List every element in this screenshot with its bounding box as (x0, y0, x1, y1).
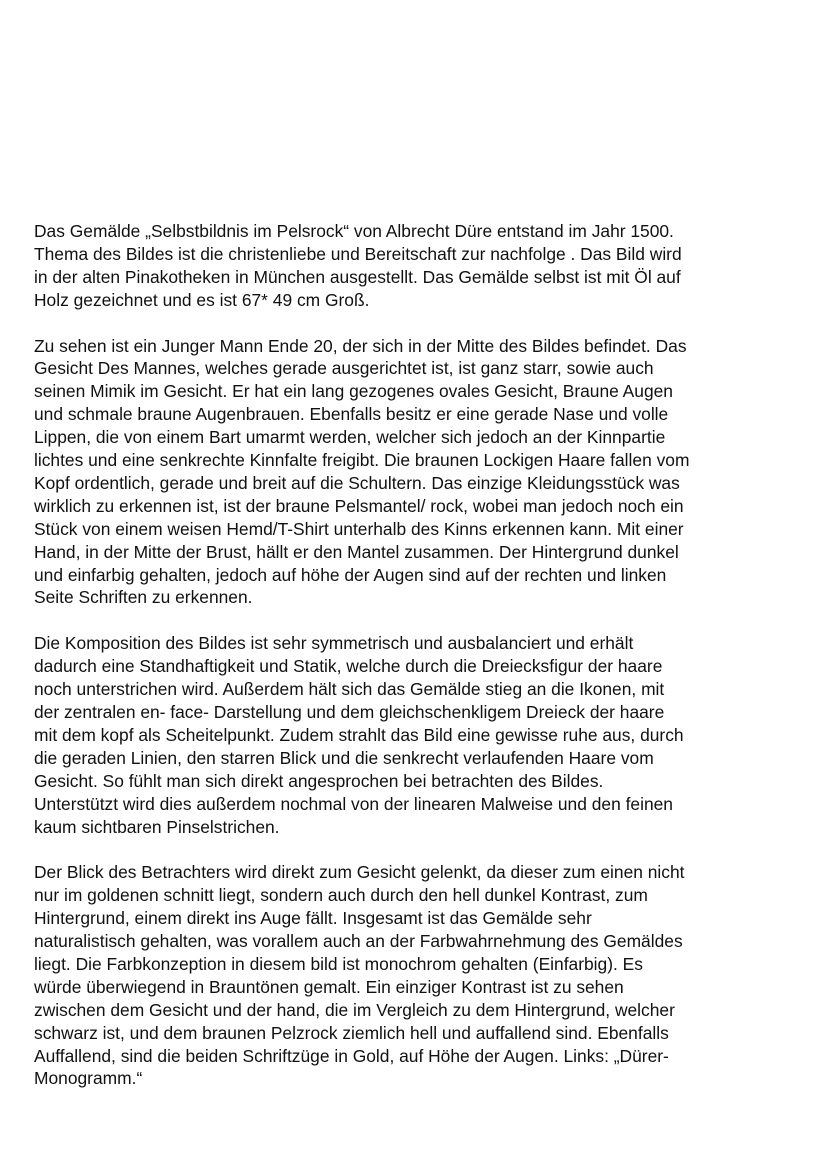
paragraph-intro (34, 220, 804, 312)
text-line: Thema des Bildes ist die christenliebe und Bereitschaft zur nachfolge . Das Bild wird (34, 243, 682, 264)
text-line: liegt. Die Farbkonzeption in diesem bild ist monochrom gehalten (Einfarbig). Es (34, 953, 643, 974)
text-line: Lippen, die von einem Bart umarmt werden, welcher sich jedoch an der Kinnpartie (34, 427, 666, 448)
text-line: Gesicht Des Mannes, welches gerade ausgerichtet ist, ist ganz starr, sowie auch (34, 358, 654, 379)
text-line: Die Komposition des Bildes ist sehr symmetrisch und ausbalanciert und erhält (34, 633, 634, 654)
text-line: seinen Mimik im Gesicht. Er hat ein lang gezogenes ovales Gesicht, Braune Augen (34, 381, 673, 402)
text-line: Hand, in der Mitte der Brust, hällt er den Mantel zusammen. Der Hintergrund dunkel (34, 541, 679, 562)
text-line: die geraden Linien, den starren Blick und die senkrecht verlaufenden Haare vom (34, 747, 654, 768)
text-line: mit dem kopf als Scheitelpunkt. Zudem strahlt das Bild eine gewisse ruhe aus, durch (34, 724, 684, 745)
text-line: noch unterstrichen wird. Außerdem hält sich das Gemälde stieg an die Ikonen, mit (34, 679, 665, 700)
text-line: Gesicht. So fühlt man sich direkt angesprochen bei betrachten des Bildes. (34, 770, 604, 791)
text-line: Hintergrund, einem direkt ins Auge fällt. Insgesamt ist das Gemälde sehr (34, 908, 592, 929)
text-line: kaum sichtbaren Pinselstrichen. (34, 816, 280, 837)
text-line: Kopf ordentlich, gerade und breit auf die Schultern. Das einzige Kleidungsstück was (34, 472, 680, 493)
text-line: und einfarbig gehalten, jedoch auf höhe der Augen sind auf der rechten und linken (34, 564, 667, 585)
paragraph-viewer-focus (34, 861, 804, 1090)
text-line: würde überwiegend in Brauntönen gemalt. Ein einziger Kontrast ist zu sehen (34, 976, 624, 997)
text-line: und schmale braune Augenbrauen. Ebenfalls besitz er eine gerade Nase und volle (34, 404, 669, 425)
text-line: Auffallend, sind die beiden Schriftzüge in Gold, auf Höhe der Augen. Links: „Dürer- (34, 1045, 669, 1066)
text-line: Holz gezeichnet und es ist 67* 49 cm Groß. (34, 289, 370, 310)
document-body (34, 220, 804, 1113)
text-line: Zu sehen ist ein Junger Mann Ende 20, der sich in der Mitte des Bildes befindet. Das (34, 335, 687, 356)
text-line: Monogramm.“ (34, 1068, 143, 1089)
text-line: Stück von einem weisen Hemd/T-Shirt unterhalb des Kinns erkennen kann. Mit einer (34, 518, 684, 539)
text-line: lichtes und eine senkrechte Kinnfalte freigibt. Die braunen Lockigen Haare fallen vom (34, 450, 690, 471)
text-line: Der Blick des Betrachters wird direkt zum Gesicht gelenkt, da dieser zum einen nicht (34, 862, 685, 883)
text-line: Das Gemälde „Selbstbildnis im Pelsrock“ von Albrecht Düre entstand im Jahr 1500. (34, 221, 674, 241)
text-line: der zentralen en- face- Darstellung und dem gleichschenkligem Dreieck der haare (34, 702, 665, 722)
text-line: schwarz ist, und dem braunen Pelzrock ziemlich hell und auffallend sind. Ebenfalls (34, 1022, 669, 1043)
paragraph-composition (34, 632, 804, 838)
text-line: Unterstützt wird dies außerdem nochmal von der linearen Malweise und den feinen (34, 793, 673, 814)
text-line: dadurch eine Standhaftigkeit und Statik, welche durch die Dreiecksfigur der haare (34, 656, 663, 677)
text-line: in der alten Pinakotheken in München ausgestellt. Das Gemälde selbst ist mit Öl auf (34, 266, 681, 287)
text-line: zwischen dem Gesicht und der hand, die im Vergleich zu dem Hintergrund, welcher (34, 999, 675, 1020)
paragraph-description (34, 335, 804, 610)
text-line: naturalistisch gehalten, was vorallem auch an der Farbwahrnehmung des Gemäldes (34, 931, 683, 952)
text-line: nur im goldenen schnitt liegt, sondern auch durch den hell dunkel Kontrast, zum (34, 885, 648, 906)
text-line: wirklich zu erkennen ist, ist der braune Pelsmantel/ rock, wobei man jedoch noch ein (34, 495, 684, 516)
text-line: Seite Schriften zu erkennen. (34, 587, 253, 608)
